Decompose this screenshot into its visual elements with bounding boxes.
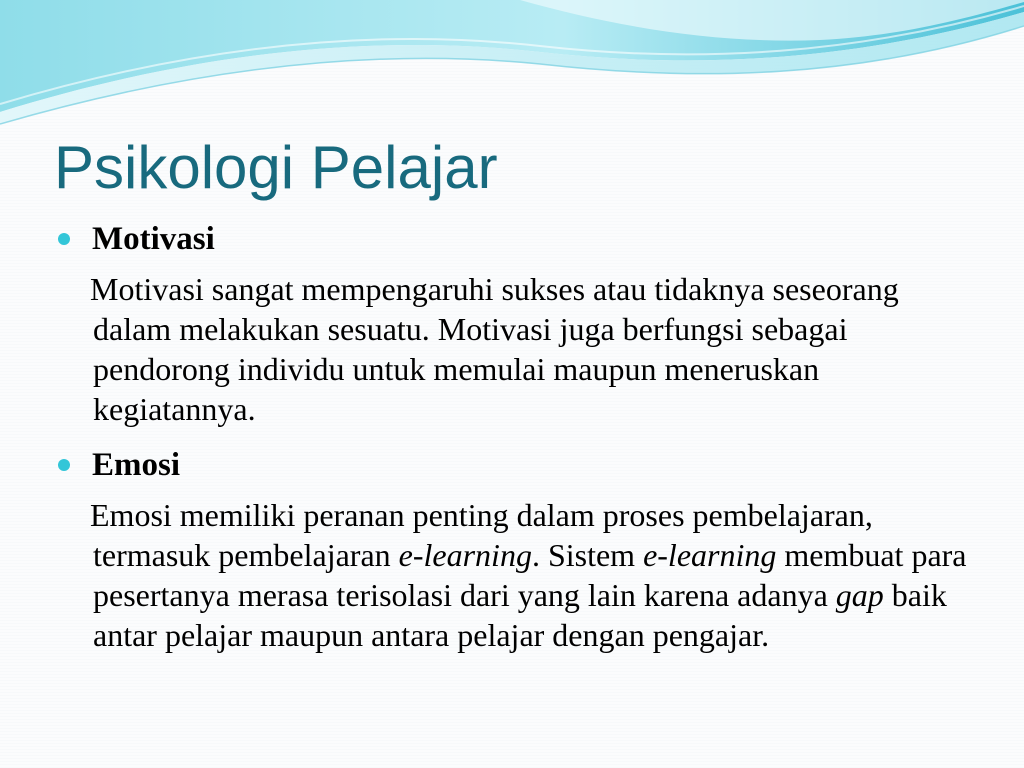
slide-title: Psikologi Pelajar <box>54 134 498 201</box>
italic-term: e-learning <box>643 537 777 573</box>
bullet-icon <box>58 233 70 245</box>
section-heading-motivasi: Motivasi <box>92 221 215 257</box>
bullet-item-emosi <box>58 445 978 485</box>
text-run: baik antar pelajar maupun antara pelajar dengan pengajar. <box>93 577 947 653</box>
bullet-item-motivasi <box>58 219 978 259</box>
text-run: Emosi memiliki peranan penting dalam proses pembelajaran, termasuk pembelajaran <box>90 497 873 573</box>
decorative-wave-header <box>0 0 1024 130</box>
italic-term: e-learning <box>398 537 532 573</box>
section-text-motivasi: Motivasi sangat mempengaruhi sukses atau tidaknya seseorang dalam melakukan sesuatu. Motivasi juga berfungsi sebagai pendorong individu untuk memulai maupun meneruskan kegiatannya. <box>90 271 899 427</box>
italic-term: gap <box>835 577 884 613</box>
section-heading-emosi: Emosi <box>92 447 181 483</box>
text-run: . Sistem <box>531 537 644 573</box>
section-text-emosi <box>90 495 978 655</box>
text-run: membuat para pesertanya merasa terisolasi dari yang lain karena adanya <box>93 537 967 613</box>
slide-content <box>58 219 978 655</box>
bullet-icon <box>58 459 70 471</box>
